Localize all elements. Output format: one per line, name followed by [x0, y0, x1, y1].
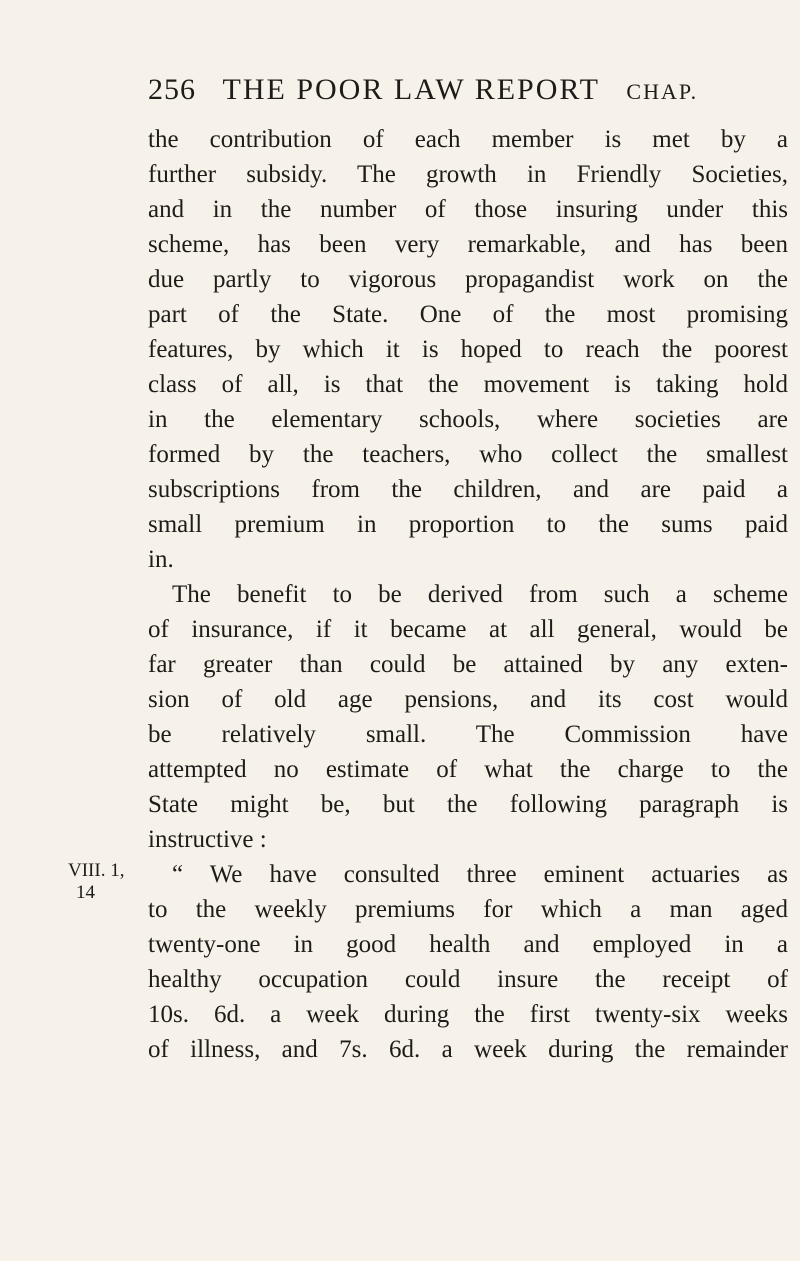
text-line: of illness, and 7s. 6d. a week during the remainder [148, 1036, 788, 1063]
running-title: THE POOR LAW REPORT [222, 73, 600, 106]
text-line: The benefit to be derived from such a scheme [172, 581, 788, 608]
text-line: scheme, has been very remarkable, and has been [148, 231, 788, 258]
text-line: and in the number of those insuring under this [148, 196, 788, 223]
text-line: subscriptions from the children, and are paid a [148, 476, 788, 503]
text-line: features, by which it is hoped to reach the poorest [148, 336, 788, 363]
text-line: twenty-one in good health and employed in a [148, 931, 788, 958]
text-line: attempted no estimate of what the charge to the [148, 756, 788, 783]
page-number: 256 [148, 73, 196, 106]
text-line: sion of old age pensions, and its cost would [148, 686, 788, 713]
text-line: “ We have consulted three eminent actuaries as [172, 861, 788, 888]
margin-reference-line-2: 14 [76, 882, 95, 903]
text-line: healthy occupation could insure the receipt of [148, 966, 788, 993]
text-line: the contribution of each member is met by a [148, 126, 788, 153]
text-line: of insurance, if it became at all general, would be [148, 616, 788, 643]
text-line: in. [148, 546, 174, 573]
text-line: in the elementary schools, where societies are [148, 406, 788, 433]
body-text [148, 122, 788, 1067]
text-line: 10s. 6d. a week during the first twenty-six weeks [148, 1001, 788, 1028]
text-line: class of all, is that the movement is taking hold [148, 371, 788, 398]
text-line: further subsidy. The growth in Friendly Societies, [148, 161, 788, 188]
running-head [148, 70, 790, 110]
margin-reference [68, 860, 148, 904]
text-line: to the weekly premiums for which a man aged [148, 896, 788, 923]
chapter-abbrev: CHAP. [626, 79, 699, 104]
text-line: State might be, but the following paragraph is [148, 791, 788, 818]
text-line: part of the State. One of the most promising [148, 301, 788, 328]
text-line: be relatively small. The Commission have [148, 721, 788, 748]
text-line: due partly to vigorous propagandist work on the [148, 266, 788, 293]
text-line: small premium in proportion to the sums paid [148, 511, 788, 538]
text-line: instructive : [148, 826, 267, 853]
margin-reference-line-1: VIII. 1, [68, 860, 125, 881]
text-line: formed by the teachers, who collect the smallest [148, 441, 788, 468]
text-line: far greater than could be attained by any exten- [148, 651, 788, 678]
